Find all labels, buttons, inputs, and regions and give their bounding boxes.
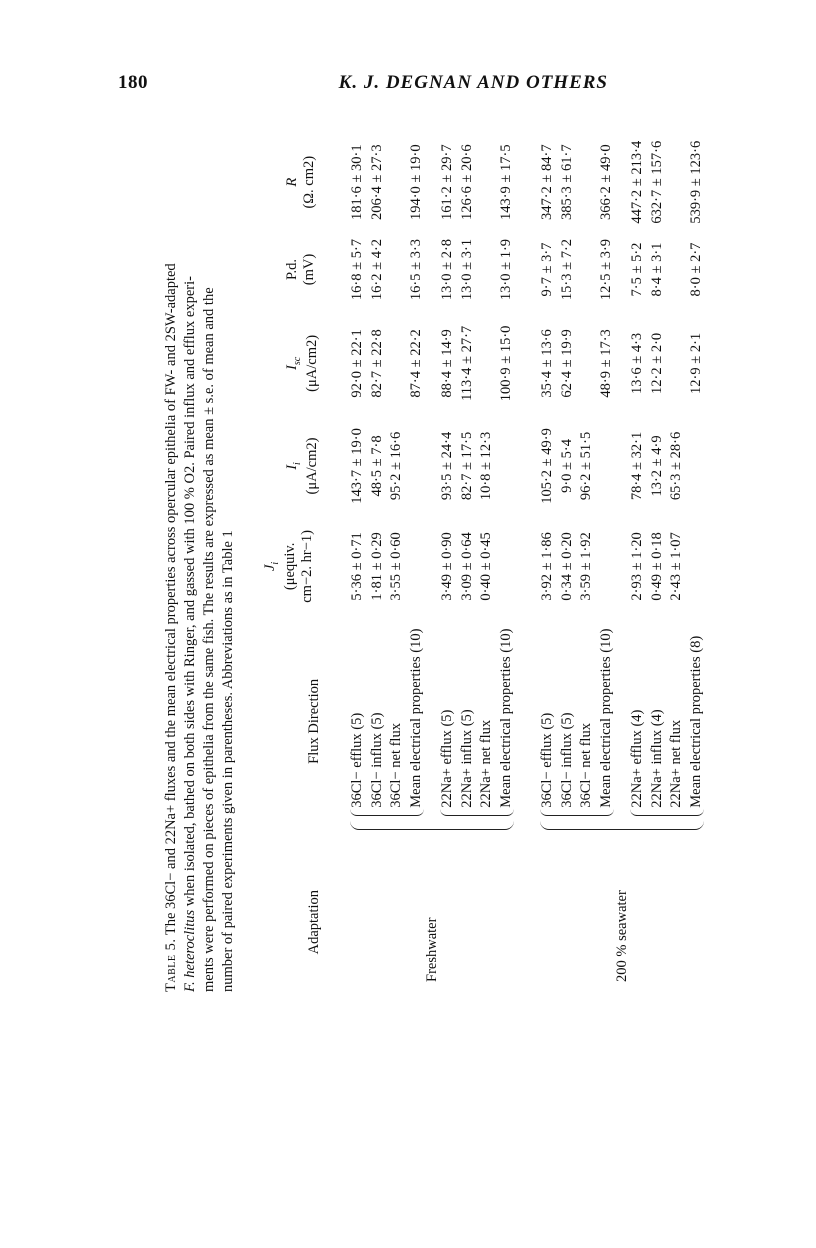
table-caption — [162, 132, 237, 992]
header-flux-direction: Flux Direction — [306, 678, 322, 764]
caption-species: F. heteroclitus — [181, 909, 198, 992]
value-pd: 8·4 ± 3·1 — [648, 242, 665, 297]
page-number: 180 — [118, 72, 148, 93]
value-isc: 13·6 ± 4·3 — [629, 332, 645, 394]
value-r: 632·7 ± 157·6 — [648, 140, 665, 224]
caption-text-1: The 36Cl− and 22Na+ fluxes and the mean electrical properties across opercular epithelia of FW- and 2SW-adapted — [163, 263, 179, 936]
value-ji: 2·93 ± 1·20 — [629, 532, 645, 601]
value-ji: 3·49 ± 0·90 — [439, 532, 455, 601]
value-ji: 3·55 ± 0·60 — [388, 532, 404, 601]
subgroup-brace — [440, 809, 514, 816]
header-r-line: (Ω. cm2) — [301, 155, 318, 209]
value-ii: 10·8 ± 12·3 — [478, 431, 494, 501]
value-r: 539·9 ± 123·6 — [687, 140, 704, 224]
value-isc: 12·9 ± 2·1 — [687, 332, 704, 394]
value-pd: 12·5 ± 3·9 — [597, 238, 614, 301]
rotated-table-block — [154, 126, 704, 998]
value-r: 447·2 ± 213·4 — [629, 140, 645, 224]
value-ii: 65·3 ± 28·6 — [668, 431, 684, 501]
header-ii-subscript: i — [291, 462, 303, 465]
value-isc: 35·4 ± 13·6 — [539, 329, 555, 398]
value-pd: 15·3 ± 7·2 — [558, 238, 575, 301]
value-pd: 13·0 ± 3·1 — [458, 238, 475, 301]
value-isc: 12·2 ± 2·0 — [648, 332, 665, 394]
flux-direction-cell: 36Cl− net flux — [388, 723, 404, 808]
value-pd: 13·0 ± 1·9 — [497, 238, 514, 301]
value-isc: 88·4 ± 14·9 — [439, 329, 455, 398]
flux-direction-cell: Mean electrical properties (10) — [597, 628, 614, 808]
value-r: 181·6 ± 30·1 — [349, 144, 365, 221]
value-r: 161·2 ± 29·7 — [439, 144, 455, 221]
value-pd: 16·8 ± 5·7 — [349, 238, 365, 301]
caption-line-2 — [181, 132, 200, 992]
header-ji — [262, 516, 317, 616]
adaptation-label: 200 % seawater — [614, 890, 630, 982]
value-r: 347·2 ± 84·7 — [539, 144, 555, 221]
value-isc: 92·0 ± 22·1 — [349, 329, 365, 398]
header-isc — [284, 311, 321, 416]
value-pd: 7·5 ± 5·2 — [629, 242, 645, 297]
value-r: 143·9 ± 17·5 — [497, 144, 514, 221]
value-r: 385·3 ± 61·7 — [558, 144, 575, 221]
header-isc-subscript: sc — [291, 356, 303, 366]
flux-direction-cell: 22Na+ influx (5) — [458, 709, 475, 808]
value-ii: 96·2 ± 51·5 — [578, 431, 594, 501]
flux-direction-cell: Mean electrical properties (10) — [407, 628, 424, 808]
header-isc-line: $I_{sc}$ — [284, 356, 303, 370]
flux-direction-cell: 36Cl− efflux (5) — [349, 712, 365, 808]
subgroup-brace — [350, 809, 424, 816]
header-pd-line: (mV) — [301, 253, 318, 286]
value-ji: 0·40 ± 0·45 — [478, 532, 494, 601]
value-ii: 82·7 ± 17·5 — [458, 431, 475, 501]
flux-direction-cell: Mean electrical properties (8) — [687, 635, 704, 808]
header-adaptation: Adaptation — [306, 889, 322, 955]
value-ji: 2·43 ± 1·07 — [668, 532, 684, 601]
header-pd-line: P.d. — [284, 259, 300, 281]
caption-label: Table 5. — [163, 938, 179, 992]
value-r: 194·0 ± 19·0 — [407, 144, 424, 221]
value-isc: 82·7 ± 22·8 — [368, 329, 385, 398]
header-ji-subscript: i — [269, 561, 281, 565]
value-ii: 105·2 ± 49·9 — [539, 428, 555, 504]
value-r: 206·4 ± 27·3 — [368, 144, 385, 221]
value-isc: 113·4 ± 27·7 — [458, 325, 475, 401]
value-ii: 95·2 ± 16·6 — [388, 431, 404, 501]
flux-direction-cell: 22Na+ efflux (4) — [629, 709, 645, 808]
group-brace — [540, 821, 704, 830]
subgroup-brace — [540, 809, 614, 816]
group-brace — [350, 821, 514, 830]
header-ii — [284, 416, 321, 516]
value-ii: 48·5 ± 7·8 — [368, 435, 385, 497]
header-ji-line: cm−2. hr−1) — [299, 530, 316, 603]
flux-direction-cell: Mean electrical properties (10) — [497, 628, 514, 808]
value-r: 126·6 ± 20·6 — [458, 144, 475, 221]
value-isc: 48·9 ± 17·3 — [597, 329, 614, 398]
value-ii: 93·5 ± 24·4 — [439, 431, 455, 501]
flux-direction-cell: 22Na+ net flux — [478, 719, 494, 808]
flux-direction-cell: 22Na+ influx (4) — [648, 709, 665, 808]
value-ji: 0·49 ± 0·18 — [648, 532, 665, 601]
value-isc: 62·4 ± 19·9 — [558, 329, 575, 398]
header-pd — [284, 228, 319, 311]
value-ii: 143·7 ± 19·0 — [349, 428, 365, 504]
value-ji: 3·92 ± 1·86 — [539, 532, 555, 601]
value-pd: 16·5 ± 3·3 — [407, 238, 424, 301]
value-pd: 8·0 ± 2·7 — [687, 242, 704, 297]
header-ji-line: $J_i$ — [262, 561, 281, 571]
subgroup-brace — [630, 809, 704, 816]
value-isc: 87·4 ± 22·2 — [407, 329, 424, 398]
flux-direction-cell: 36Cl− influx (5) — [368, 712, 385, 808]
value-ji: 1·81 ± 0·29 — [368, 532, 385, 601]
value-isc: 100·9 ± 15·0 — [497, 325, 514, 402]
flux-direction-cell: 36Cl− net flux — [578, 723, 594, 808]
value-ji: 5·36 ± 0·71 — [349, 532, 365, 601]
value-r: 366·2 ± 49·0 — [597, 144, 614, 221]
flux-direction-cell: 36Cl− efflux (5) — [539, 712, 555, 808]
value-ji: 3·09 ± 0·64 — [458, 532, 475, 601]
header-ii-line: $I_i$ — [284, 462, 303, 470]
value-pd: 13·0 ± 2·8 — [439, 238, 455, 301]
flux-direction-cell: 22Na+ efflux (5) — [439, 709, 455, 808]
value-ji: 3·59 ± 1·92 — [578, 532, 594, 601]
value-ii: 78·4 ± 32·1 — [629, 431, 645, 501]
caption-line-3: ments were performed on pieces of epithelia from the same fish. The results are expressed as mean ± s.e. of mean and the — [200, 287, 217, 992]
value-ii: 13·2 ± 4·9 — [648, 435, 665, 497]
header-ji-line: (μequiv. — [281, 542, 298, 591]
header-r-line: R — [284, 177, 300, 187]
header-ii-line: (μA/cm2) — [303, 437, 320, 495]
running-title: K. J. DEGNAN AND OTHERS — [338, 72, 608, 93]
value-ii: 9·0 ± 5·4 — [558, 439, 575, 493]
header-isc-line: (μA/cm2) — [303, 334, 320, 392]
flux-direction-cell: 22Na+ net flux — [668, 719, 684, 808]
caption-line-4: number of paired experiments given in parentheses. Abbreviations as in Table 1 — [219, 530, 236, 992]
caption-text-2: when isolated, bathed on both sides with Ringer, and gassed with 100 % O2. Paired influx and efflux experi- — [181, 276, 198, 907]
header-r — [284, 132, 319, 232]
value-ji: 0·34 ± 0·20 — [558, 532, 575, 601]
flux-direction-cell: 36Cl− influx (5) — [558, 712, 575, 808]
value-pd: 9·7 ± 3·7 — [539, 242, 555, 297]
value-pd: 16·2 ± 4·2 — [368, 238, 385, 301]
flux-table — [262, 132, 704, 992]
caption-line-1 — [162, 132, 181, 992]
adaptation-label: Freshwater — [424, 917, 440, 982]
